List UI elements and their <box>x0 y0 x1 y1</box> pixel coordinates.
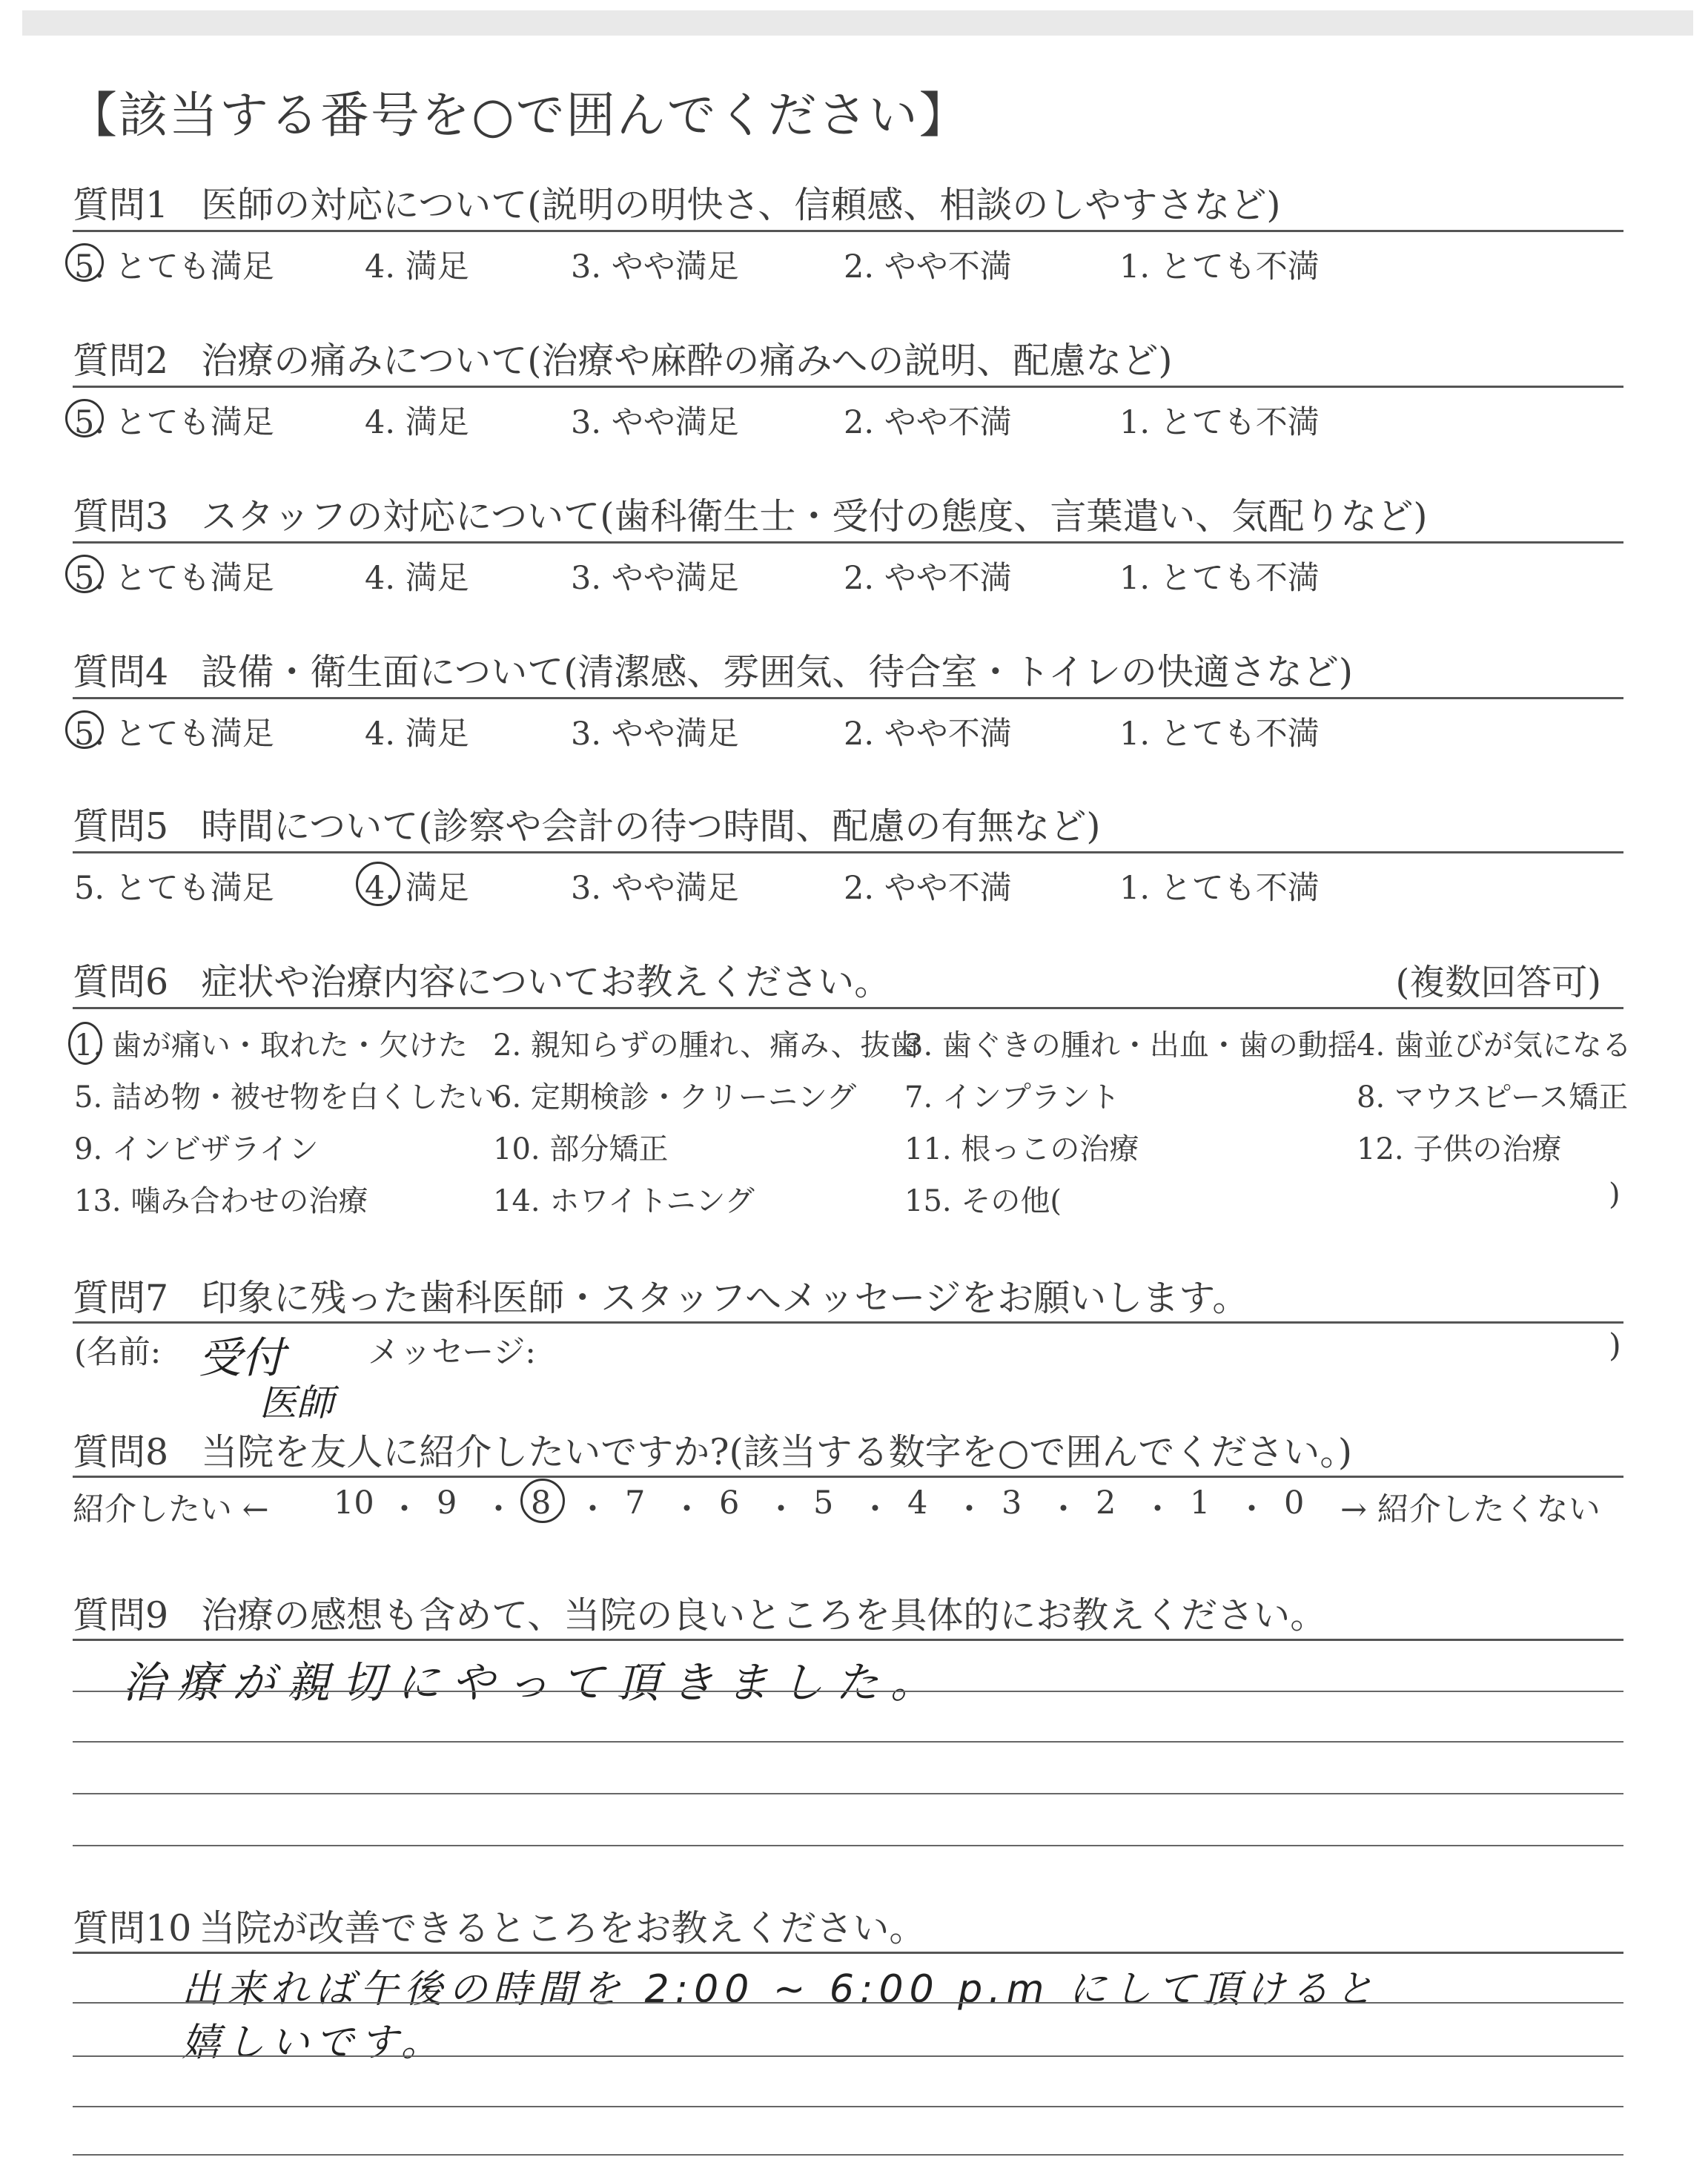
q6-selection-circle <box>68 1022 102 1065</box>
q4-selection-circle <box>65 710 104 749</box>
q8-separator-dot: ・ <box>388 1491 420 1528</box>
question-3-label: 質問3 <box>73 495 169 538</box>
question-4 <box>73 644 1353 696</box>
question-9-text: 治療の感想も含めて、当院の良いところを具体的にお教えください。 <box>201 1594 1327 1636</box>
q6-option-6[interactable]: 6. 定期検診・クリーニング <box>493 1080 857 1114</box>
q7-handwritten-name-2: 医師 <box>259 1381 334 1424</box>
q4-option-1[interactable]: 1. とても不満 <box>1119 716 1320 753</box>
q2-option-2[interactable]: 2. やや不満 <box>844 404 1012 441</box>
question-4-rule <box>73 697 1623 699</box>
q8-separator-dot: ・ <box>671 1491 703 1528</box>
q10-writing-line-1 <box>73 2002 1623 2004</box>
q3-option-1[interactable]: 1. とても不満 <box>1119 560 1320 597</box>
q8-separator-dot: ・ <box>1236 1491 1268 1528</box>
scan-top-edge <box>22 10 1693 36</box>
q8-number-5[interactable]: 5 <box>813 1484 834 1522</box>
q8-number-2[interactable]: 2 <box>1096 1484 1116 1522</box>
q8-separator-dot: ・ <box>577 1491 609 1528</box>
q8-separator-dot: ・ <box>1047 1491 1079 1528</box>
q9-writing-line-1 <box>73 1691 1623 1692</box>
q8-number-3[interactable]: 3 <box>1002 1484 1022 1522</box>
question-6-hint: (複数回答可) <box>1395 962 1601 1003</box>
question-7-rule <box>73 1321 1623 1324</box>
q6-option-8[interactable]: 8. マウスピース矯正 <box>1357 1080 1629 1114</box>
q8-separator-dot: ・ <box>859 1491 891 1528</box>
question-4-text: 設備・衛生面について(清潔感、雰囲気、待合室・トイレの快適さなど) <box>201 651 1353 693</box>
q7-handwritten-name: 受付 <box>199 1332 285 1383</box>
q6-option-3[interactable]: 3. 歯ぐきの腫れ・出血・歯の動揺 <box>904 1028 1357 1063</box>
question-3-rule <box>73 541 1623 544</box>
question-6 <box>73 954 890 1005</box>
q10-writing-line-4 <box>73 2154 1623 2156</box>
q6-option-7[interactable]: 7. インプラント <box>904 1080 1120 1114</box>
question-6-label: 質問6 <box>73 961 169 1003</box>
question-1 <box>73 176 1280 228</box>
q2-option-3[interactable]: 3. やや満足 <box>571 404 739 441</box>
q6-option-1[interactable]: 1. 歯が痛い・取れた・欠けた <box>74 1028 468 1063</box>
q3-option-3[interactable]: 3. やや満足 <box>571 560 739 597</box>
q2-selection-circle <box>65 399 104 437</box>
q9-writing-line-3 <box>73 1793 1623 1794</box>
q5-selection-circle <box>356 862 400 906</box>
q3-option-5[interactable]: 5. とても満足 <box>74 560 274 597</box>
question-2-text: 治療の痛みについて(治療や麻酔の痛みへの説明、配慮など) <box>201 340 1173 382</box>
question-7-text: 印象に残った歯科医師・スタッフへメッセージをお願いします。 <box>201 1277 1249 1319</box>
q8-left-label: 紹介したい ← <box>73 1491 269 1528</box>
q6-option-14[interactable]: 14. ホワイトニング <box>493 1184 755 1218</box>
q9-handwritten-answer: 治療が親切にやって頂きました。 <box>122 1657 946 1708</box>
q6-option-12[interactable]: 12. 子供の治療 <box>1357 1132 1562 1166</box>
question-5-rule <box>73 851 1623 853</box>
question-5 <box>73 798 1100 850</box>
q7-message-label: メッセージ: <box>368 1334 536 1371</box>
q3-selection-circle <box>65 555 104 593</box>
question-3-text: スタッフの対応について(歯科衛生士・受付の態度、言葉遣い、気配りなど) <box>201 495 1428 538</box>
q5-option-3[interactable]: 3. やや満足 <box>571 870 739 907</box>
q2-option-5[interactable]: 5. とても満足 <box>74 404 274 441</box>
q8-number-9[interactable]: 9 <box>437 1484 457 1522</box>
q1-option-2[interactable]: 2. やや不満 <box>844 248 1012 285</box>
q1-option-4[interactable]: 4. 満足 <box>365 248 469 285</box>
q6-option-15-close: ) <box>1609 1178 1621 1212</box>
q9-writing-line-2 <box>73 1741 1623 1743</box>
question-4-label: 質問4 <box>73 651 169 693</box>
q6-option-9[interactable]: 9. インビザライン <box>74 1132 319 1166</box>
question-6-text: 症状や治療内容についてお教えください。 <box>201 961 891 1003</box>
question-9 <box>73 1587 1326 1639</box>
question-5-text: 時間について(診察や会計の待つ時間、配慮の有無など) <box>201 805 1101 848</box>
question-7-label: 質問7 <box>73 1277 169 1319</box>
question-8-text: 当院を友人に紹介したいですか?(該当する数字を○で囲んでください。) <box>201 1431 1352 1473</box>
question-10 <box>73 1900 925 1952</box>
q10-handwritten-answer-line-1: 出来れば午後の時間を 2:00 ~ 6:00 p.m にして頂けると <box>182 1967 1380 2012</box>
q7-name-label: (名前: <box>74 1334 162 1371</box>
q5-option-5[interactable]: 5. とても満足 <box>74 870 274 907</box>
question-1-text: 医師の対応について(説明の明快さ、信頼感、相談のしやすさなど) <box>201 184 1281 226</box>
q6-option-4[interactable]: 4. 歯並びが気になる <box>1357 1028 1632 1063</box>
q3-option-4[interactable]: 4. 満足 <box>365 560 469 597</box>
q6-option-13[interactable]: 13. 噛み合わせの治療 <box>74 1184 368 1218</box>
q8-separator-dot: ・ <box>1142 1491 1174 1528</box>
q8-number-6[interactable]: 6 <box>719 1484 740 1522</box>
question-10-text: 当院が改善できるところをお教えください。 <box>199 1907 926 1949</box>
q8-right-label: → 紹介したくない <box>1340 1491 1601 1528</box>
q5-option-1[interactable]: 1. とても不満 <box>1119 870 1320 907</box>
question-1-rule <box>73 230 1623 232</box>
q10-writing-line-3 <box>73 2106 1623 2107</box>
q8-separator-dot: ・ <box>953 1491 985 1528</box>
question-2 <box>73 332 1172 384</box>
q4-option-2[interactable]: 2. やや不満 <box>844 716 1012 753</box>
q4-option-4[interactable]: 4. 満足 <box>365 716 469 753</box>
q6-option-2[interactable]: 2. 親知らずの腫れ、痛み、抜歯 <box>493 1028 920 1063</box>
q10-handwritten-answer-line-2: 嬉しいです。 <box>182 2021 446 2065</box>
q5-option-4[interactable]: 4. 満足 <box>365 870 469 907</box>
q8-selection-circle <box>520 1479 565 1523</box>
question-2-label: 質問2 <box>73 340 169 382</box>
q8-number-4[interactable]: 4 <box>907 1484 928 1522</box>
question-10-label: 質問10 <box>73 1907 192 1949</box>
q6-option-10[interactable]: 10. 部分矯正 <box>493 1132 669 1166</box>
question-8 <box>73 1424 1352 1476</box>
q6-option-5[interactable]: 5. 詰め物・被せ物を白くしたい <box>74 1080 497 1114</box>
question-10-rule <box>73 1952 1623 1954</box>
q8-number-0[interactable]: 0 <box>1284 1484 1305 1522</box>
q1-option-5[interactable]: 5. とても満足 <box>74 248 274 285</box>
question-5-label: 質問5 <box>73 805 169 848</box>
q8-number-8[interactable]: 8 <box>531 1484 552 1522</box>
q6-option-15[interactable]: 15. その他( <box>904 1184 1062 1218</box>
question-3 <box>73 488 1427 540</box>
q1-selection-circle <box>65 243 104 282</box>
q4-option-3[interactable]: 3. やや満足 <box>571 716 739 753</box>
q6-option-11[interactable]: 11. 根っこの治療 <box>904 1132 1139 1166</box>
q8-number-7[interactable]: 7 <box>625 1484 646 1522</box>
q7-close-paren: ) <box>1609 1327 1621 1364</box>
q5-option-2[interactable]: 2. やや不満 <box>844 870 1012 907</box>
question-7 <box>73 1269 1248 1321</box>
q2-option-1[interactable]: 1. とても不満 <box>1119 404 1320 441</box>
question-8-label: 質問8 <box>73 1431 169 1473</box>
q9-writing-line-4 <box>73 1845 1623 1846</box>
q8-number-10[interactable]: 10 <box>334 1484 374 1522</box>
q3-option-2[interactable]: 2. やや不満 <box>844 560 1012 597</box>
question-2-rule <box>73 386 1623 388</box>
question-6-rule <box>73 1007 1623 1009</box>
question-1-label: 質問1 <box>73 184 169 226</box>
q10-writing-line-2 <box>73 2055 1623 2057</box>
page-title: 【該当する番号を○で囲んでください】 <box>68 87 970 144</box>
question-9-label: 質問9 <box>73 1594 169 1636</box>
q8-separator-dot: ・ <box>483 1491 514 1528</box>
q8-number-1[interactable]: 1 <box>1190 1484 1211 1522</box>
q2-option-4[interactable]: 4. 満足 <box>365 404 469 441</box>
question-9-rule <box>73 1639 1623 1641</box>
question-8-rule <box>73 1476 1623 1478</box>
q1-option-3[interactable]: 3. やや満足 <box>571 248 739 285</box>
q8-separator-dot: ・ <box>765 1491 797 1528</box>
q4-option-5[interactable]: 5. とても満足 <box>74 716 274 753</box>
q1-option-1[interactable]: 1. とても不満 <box>1119 248 1320 285</box>
